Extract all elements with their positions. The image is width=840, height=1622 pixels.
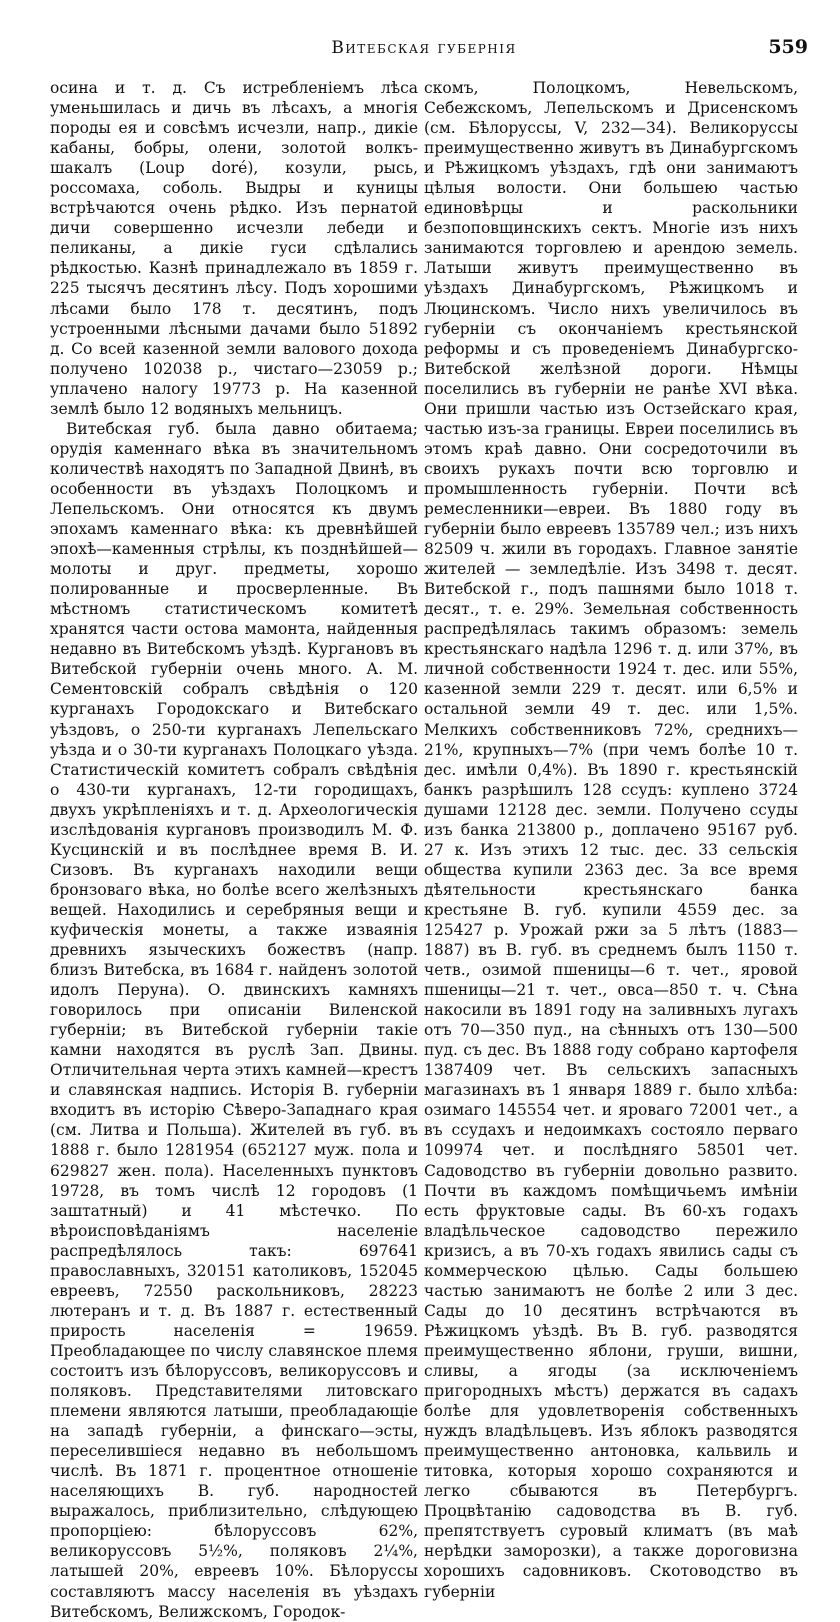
left-column — [50, 78, 418, 1622]
running-title: Витебская губернія — [331, 38, 517, 58]
page-header — [40, 36, 808, 66]
right-column — [424, 78, 798, 1602]
paragraph-left-2: Витебская губ. была давно обитаема; орудія каменнаго вѣка въ значительномъ количествѣ находятъ по Западной Двинѣ, въ особенности въ уѣздахъ Полоцкомъ и Лепельскомъ. Они относятся къ двумъ эпохамъ каменнаго вѣка: къ древнѣйшей эпохѣ—каменныя стрѣлы, къ позднѣйшей—молоты и друг. предметы, хорошо полированные и просверленные. Въ мѣстномъ статистическомъ комитетѣ хранятся части остова мамонта, найденныя недавно въ Витебскомъ уѣздѣ. Кургановъ въ Витебской губерніи очень много. А. М. Сементовскій собралъ свѣдѣнія о 120 курганахъ Городокскаго и Витебскаго уѣздовъ, о 250-ти курганахъ Лепельскаго уѣзда и о 30-ти курганахъ Полоцкаго уѣзда. Статистическій комитетъ собралъ свѣдѣнія о 430-ти курганахъ, 12-ти городищахъ, двухъ укрѣпленіяхъ и т. д. Археологическія изслѣдованія кургановъ производилъ М. Ф. Кусцинскій и въ послѣднее время В. И. Сизовъ. Въ курганахъ находили вещи бронзоваго вѣка, но болѣе всего желѣзныхъ вещей. Находились и серебряныя вещи и куфическія монеты, а также изваянія древнихъ языческихъ божествъ (напр. близъ Витебска, въ 1684 г. найденъ золотой идолъ Перуна). О. двинскихъ камняхъ говорилось при описаніи Виленской губерніи; въ Витебской губерніи такіе камни находятся въ руслѣ Зап. Двины. Отличительная черта этихъ камней—крестъ и славянская надпись. Исторія В. губерніи входитъ въ исторію Сѣверо-Западнаго края (см. Литва и Польша). Жителей въ губ. въ 1888 г. было 1281954 (652127 муж. пола и 629827 жен. пола). Населенныхъ пунктовъ 19728, въ томъ числѣ 12 городовъ (1 заштатный) и 41 мѣстечко. По вѣроисповѣданіямъ населеніе распредѣлялось такъ: 697641 православныхъ, 320151 католиковъ, 152045 евреевъ, 72550 раскольниковъ, 28223 лютеранъ и т. д. Въ 1887 г. естественный прирость населенія = 19659. Преобладающее по числу славянское племя состоитъ изъ бѣлоруссовъ, великоруссовъ и поляковъ. Представителями литовскаго племени являются латыши, преобладающіе на западѣ губерніи, а финскаго—эсты, переселившіеся недавно въ небольшомъ числѣ. Въ 1871 г. процентное отношеніе населяющихъ В. губ. народностей выражалось, приблизительно, слѣдующею пропорціею: бѣлоруссовъ 62%, великоруссовъ 5½%, поляковъ 2¼%, латышей 20%, евреевъ 10%. Бѣлоруссы составляютъ массу населенія въ уѣздахъ Витебскомъ, Велижскомъ, Городок- — [50, 419, 418, 1621]
paragraph-right-1: скомъ, Полоцкомъ, Невельскомъ, Себежскомъ, Лепельскомъ и Дрисенскомъ (см. Бѣлоруссы, V, 232—34). Великоруссы преимущественно живутъ въ Динабургскомъ и Рѣжицкомъ уѣздахъ, гдѣ они занимаютъ цѣлыя волости. Они большею частью единовѣрцы и раскольники безпоповщинскихъ сектъ. Многіе изъ нихъ занимаются торговлею и арендою земель. Латыши живутъ преимущественно въ уѣздахъ Динабургскомъ, Рѣжицкомъ и Люцинскомъ. Число нихъ увеличилось въ губерніи съ окончаніемъ крестьянской реформы и съ проведеніемъ Динабургско-Витебской желѣзной дороги. Нѣмцы поселились въ губерніи не ранѣе XVI вѣка. Они пришли частью изъ Остзейскаго края, частью изъ-за границы. Евреи поселились въ этомъ краѣ давно. Они сосредоточили въ своихъ рукахъ почти всю торговлю и промышленность губерніи. Почти всѣ ремесленники—евреи. Въ 1880 году въ губерніи было евреевъ 135789 чел.; изъ нихъ 82509 ч. жили въ городахъ. Главное занятіе жителей — земледѣліе. Изъ 3498 т. десят. Витебской г., подъ пашнями было 1018 т. десят., т. е. 29%. Земельная собственность распредѣлялась такимъ образомъ: земель крестьянскаго надѣла 1296 т. д. или 37%, въ личной собственности 1924 т. дес. или 55%, казенной земли 229 т. десят. или 6,5% и остальной земли 49 т. дес. или 1,5%. Мелкихъ собственниковъ 72%, среднихъ—21%, крупныхъ—7% (при чемъ болѣе 10 т. дес. имѣли 0,4%). Въ 1890 г. крестьянскій банкъ разрѣшилъ 128 ссудъ: куплено 3724 душами 12128 дес. земли. Получено ссуды изъ банка 213800 р., доплачено 95167 руб. 27 к. Изъ этихъ 12 тыс. дес. 33 сельскія общества купили 2363 дес. За все время дѣятельности крестьянскаго банка крестьяне В. губ. купили 4559 дес. за 125427 р. Урожай ржи за 5 лѣтъ (1883—1887) въ В. губ. въ среднемъ былъ 1150 т. четв., озимой пшеницы—6 т. чет., яровой пшеницы—21 т. чет., овса—850 т. ч. Сѣна накосили въ 1891 году на заливныхъ лугахъ отъ 70—350 пуд., на сѣнныхъ отъ 130—500 пуд. съ дес. Въ 1888 году собрано картофеля 1387409 чет. Въ сельскихъ запасныхъ магазинахъ въ 1 января 1889 г. было хлѣба: озимаго 145554 чет. и яроваго 72001 чет., а въ ссудахъ и недоимкахъ состояло перваго 109974 чет. и послѣдняго 58501 чет. Садоводство въ губерніи довольно развито. Почти въ каждомъ помѣщичьемъ имѣніи есть фруктовые сады. Въ 60-хъ годахъ владѣльческое садоводство пережило кризисъ, а въ 70-хъ годахъ явились сады съ коммерческою цѣлью. Сады большею частью занимаютъ не болѣе 2 или 3 дес. Сады до 10 десятинъ встрѣчаются въ Рѣжицкомъ уѣздѣ. Въ В. губ. разводятся преимущественно яблони, груши, вишни, сливы, а ягоды (за исключеніемъ пригородныхъ мѣстъ) держатся въ садахъ болѣе для удовлетворенія собственныхъ нуждъ владѣльцевъ. Изъ яблокъ разводятся преимущественно антоновка, кальвиль и титовка, которыя хорошо сохраняются и легко сбываются въ Петербургъ. Процвѣтанію садоводства въ В. губ. препятствуетъ суровый климатъ (въ маѣ нерѣдки заморозки), а также дороговизна хорошихъ садовниковъ. Скотоводство въ губерніи — [424, 79, 798, 1601]
page-number: 559 — [768, 36, 808, 58]
paragraph-left-1: осина и т. д. Съ истребленіемъ лѣса уменьшилась и дичь въ лѣсахъ, а многія породы ея и совсѣмъ исчезли, напр., дикіе кабаны, бобры, олени, золотой волкъ-шакалъ (Loup doré), козули, рысь, россомаха, соболь. Выдры и куницы встрѣчаются очень рѣдко. Изъ пернатой дичи совершенно исчезли лебеди и пеликаны, а дикіе гуси сдѣлались рѣдкостью. Казнѣ принадлежало въ 1859 г. 225 тысячъ десятинъ лѣсу. Подъ хорошими лѣсами было 178 т. десятинъ, подъ устроенными лѣсными дачами было 51892 д. Со всей казенной земли валового дохода получено 102038 р., чистаго—23059 р.; уплачено налогу 19773 р. На казенной землѣ было 12 водяныхъ мельницъ. — [50, 79, 418, 418]
